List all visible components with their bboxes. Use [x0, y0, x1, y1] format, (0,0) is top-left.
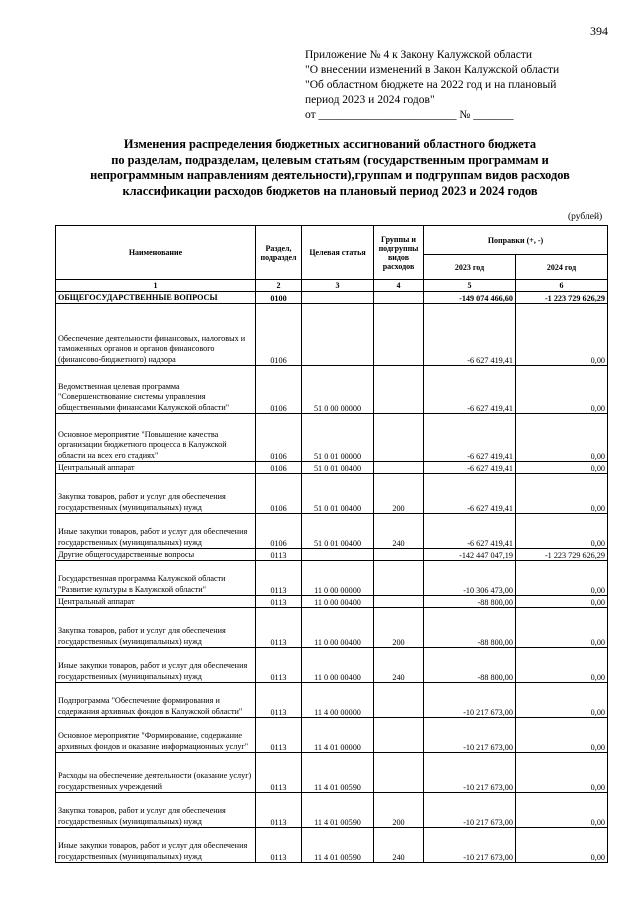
table-row — [56, 648, 608, 683]
appendix-line: период 2023 и 2024 годов" — [305, 94, 435, 106]
cell-section: 0106 — [256, 514, 302, 549]
cell-group: 200 — [374, 608, 424, 648]
cell-name: Другие общегосударственные вопросы — [56, 549, 256, 561]
cell-target: 11 4 00 00000 — [302, 683, 374, 718]
header-amendments: Поправки (+, -) — [424, 226, 608, 255]
cell-section: 0113 — [256, 828, 302, 863]
cell-section: 0113 — [256, 561, 302, 596]
cell-2023: -10 217 673,00 — [424, 753, 516, 793]
cell-group — [374, 304, 424, 366]
appendix-line: "Об областном бюджете на 2022 год и на плановый — [305, 79, 557, 91]
table-row — [56, 462, 608, 474]
table-row — [56, 718, 608, 753]
cell-group: 200 — [374, 474, 424, 514]
cell-target — [302, 292, 374, 304]
cell-2023: -10 217 673,00 — [424, 793, 516, 828]
cell-name: Центральный аппарат — [56, 462, 256, 474]
cell-2024: 0,00 — [516, 793, 608, 828]
cell-name: Закупка товаров, работ и услуг для обеспечения государственных (муниципальных) нужд — [56, 608, 256, 648]
cell-2024: 0,00 — [516, 561, 608, 596]
cell-2023: -6 627 419,41 — [424, 462, 516, 474]
cell-section: 0106 — [256, 366, 302, 414]
cell-2023: -6 627 419,41 — [424, 366, 516, 414]
cell-2024: -1 223 729 626,29 — [516, 549, 608, 561]
cell-name: Иные закупки товаров, работ и услуг для обеспечения государственных (муниципальных) нужд — [56, 828, 256, 863]
cell-group — [374, 462, 424, 474]
cell-2023: -142 447 047,19 — [424, 549, 516, 561]
cell-section: 0113 — [256, 608, 302, 648]
cell-2023: -10 217 673,00 — [424, 718, 516, 753]
cell-section: 0113 — [256, 596, 302, 608]
cell-2023: -6 627 419,41 — [424, 304, 516, 366]
header-name: Наименование — [56, 226, 256, 280]
title-line: Изменения распределения бюджетных ассигнований областного бюджета — [123, 137, 537, 151]
column-number: 5 — [424, 280, 516, 292]
cell-name: ОБЩЕГОСУДАРСТВЕННЫЕ ВОПРОСЫ — [56, 292, 256, 304]
cell-name: Расходы на обеспечение деятельности (оказание услуг) государственных учреждений — [56, 753, 256, 793]
cell-2024: 0,00 — [516, 514, 608, 549]
budget-table — [55, 225, 608, 863]
cell-name: Основное мероприятие "Повышение качества организации бюджетного процесса в Калужской области на всех его стадиях" — [56, 414, 256, 462]
cell-target: 11 4 01 00590 — [302, 828, 374, 863]
cell-target: 11 0 00 00400 — [302, 648, 374, 683]
cell-section: 0106 — [256, 304, 302, 366]
cell-name: Государственная программа Калужской области "Развитие культуры в Калужской области" — [56, 561, 256, 596]
cell-2024: 0,00 — [516, 608, 608, 648]
table-row — [56, 292, 608, 304]
cell-group: 240 — [374, 828, 424, 863]
appendix-block — [305, 48, 559, 123]
cell-2024: -1 223 729 626,29 — [516, 292, 608, 304]
table-row — [56, 304, 608, 366]
header-section: Раздел, подраздел — [256, 226, 302, 280]
cell-2024: 0,00 — [516, 596, 608, 608]
cell-section: 0113 — [256, 549, 302, 561]
cell-2024: 0,00 — [516, 718, 608, 753]
page-number: 394 — [590, 24, 608, 38]
cell-group — [374, 549, 424, 561]
cell-2023: -10 217 673,00 — [424, 828, 516, 863]
table-row — [56, 414, 608, 462]
cell-2023: -10 306 473,00 — [424, 561, 516, 596]
cell-2023: -6 627 419,41 — [424, 414, 516, 462]
table-row — [56, 561, 608, 596]
header-2023: 2023 год — [424, 255, 516, 280]
cell-group — [374, 718, 424, 753]
cell-2023: -88 800,00 — [424, 608, 516, 648]
table-row — [56, 596, 608, 608]
table-row — [56, 753, 608, 793]
cell-target: 11 4 01 00590 — [302, 793, 374, 828]
cell-2024: 0,00 — [516, 648, 608, 683]
cell-2024: 0,00 — [516, 462, 608, 474]
table-row — [56, 683, 608, 718]
cell-section: 0113 — [256, 683, 302, 718]
cell-2023: -149 074 466,60 — [424, 292, 516, 304]
cell-2024: 0,00 — [516, 683, 608, 718]
title-line: по разделам, подразделам, целевым статьям (государственным программам и — [111, 152, 549, 167]
cell-target: 51 0 01 00000 — [302, 414, 374, 462]
cell-name: Подпрограмма "Обеспечение формирования и содержания архивных фондов в Калужской области" — [56, 683, 256, 718]
column-number: 4 — [374, 280, 424, 292]
cell-group — [374, 292, 424, 304]
column-number: 6 — [516, 280, 608, 292]
table-row — [56, 793, 608, 828]
cell-group: 200 — [374, 793, 424, 828]
appendix-line: Приложение № 4 к Закону Калужской области — [305, 49, 533, 61]
cell-2023: -88 800,00 — [424, 596, 516, 608]
cell-group — [374, 596, 424, 608]
cell-name: Иные закупки товаров, работ и услуг для обеспечения государственных (муниципальных) нужд — [56, 648, 256, 683]
cell-section: 0113 — [256, 793, 302, 828]
cell-name: Обеспечение деятельности финансовых, налоговых и таможенных органов и органов финансового (финансово-бюджетного) надзора — [56, 304, 256, 366]
cell-2024: 0,00 — [516, 753, 608, 793]
cell-group: 240 — [374, 648, 424, 683]
cell-name: Ведомственная целевая программа "Совершенствование системы управления общественными финансами Калужской области" — [56, 366, 256, 414]
table-row — [56, 828, 608, 863]
title-line: непрограммным направлениям деятельности),группам и подгруппам видов расходов — [90, 168, 570, 182]
cell-2023: -10 217 673,00 — [424, 683, 516, 718]
cell-2023: -88 800,00 — [424, 648, 516, 683]
table-row — [56, 514, 608, 549]
cell-target: 51 0 01 00400 — [302, 514, 374, 549]
cell-section: 0100 — [256, 292, 302, 304]
appendix-line: от ________________________ № _______ — [305, 109, 514, 121]
cell-section: 0106 — [256, 462, 302, 474]
table-row — [56, 366, 608, 414]
cell-name: Основное мероприятие "Формирование, содержание архивных фондов и оказание информационных услуг" — [56, 718, 256, 753]
title-line: классификации расходов бюджетов на плановый период 2023 и 2024 годов — [122, 183, 538, 198]
table-row — [56, 549, 608, 561]
cell-2024: 0,00 — [516, 414, 608, 462]
header-target: Целевая статья — [302, 226, 374, 280]
cell-2024: 0,00 — [516, 828, 608, 863]
cell-2024: 0,00 — [516, 474, 608, 514]
cell-section: 0113 — [256, 753, 302, 793]
cell-group — [374, 683, 424, 718]
cell-2024: 0,00 — [516, 366, 608, 414]
cell-name: Закупка товаров, работ и услуг для обеспечения государственных (муниципальных) нужд — [56, 793, 256, 828]
cell-2023: -6 627 419,41 — [424, 514, 516, 549]
table-row — [56, 474, 608, 514]
cell-name: Иные закупки товаров, работ и услуг для обеспечения государственных (муниципальных) нужд — [56, 514, 256, 549]
cell-section: 0113 — [256, 648, 302, 683]
cell-section: 0113 — [256, 718, 302, 753]
cell-group — [374, 414, 424, 462]
header-groups: Группы и подгруппы видов расходов — [374, 226, 424, 280]
cell-target: 11 0 00 00400 — [302, 608, 374, 648]
cell-section: 0106 — [256, 474, 302, 514]
header-2024: 2024 год — [516, 255, 608, 280]
cell-2023: -6 627 419,41 — [424, 474, 516, 514]
cell-group — [374, 366, 424, 414]
cell-target — [302, 549, 374, 561]
table-row — [56, 608, 608, 648]
cell-group: 240 — [374, 514, 424, 549]
appendix-line: "О внесении изменений в Закон Калужской области — [305, 64, 560, 76]
cell-name: Закупка товаров, работ и услуг для обеспечения государственных (муниципальных) нужд — [56, 474, 256, 514]
cell-group — [374, 561, 424, 596]
cell-group — [374, 753, 424, 793]
cell-target: 51 0 01 00400 — [302, 474, 374, 514]
cell-target: 51 0 00 00000 — [302, 366, 374, 414]
cell-section: 0106 — [256, 414, 302, 462]
units-label: (рублей) — [568, 212, 603, 222]
cell-2024: 0,00 — [516, 304, 608, 366]
column-number: 1 — [56, 280, 256, 292]
column-number: 2 — [256, 280, 302, 292]
cell-target: 11 0 00 00400 — [302, 596, 374, 608]
cell-name: Центральный аппарат — [56, 596, 256, 608]
document-title — [60, 137, 600, 199]
cell-target: 11 4 01 00590 — [302, 753, 374, 793]
cell-target: 51 0 01 00400 — [302, 462, 374, 474]
column-number: 3 — [302, 280, 374, 292]
table-body — [56, 292, 608, 863]
cell-target: 11 0 00 00000 — [302, 561, 374, 596]
cell-target — [302, 304, 374, 366]
cell-target: 11 4 01 00000 — [302, 718, 374, 753]
